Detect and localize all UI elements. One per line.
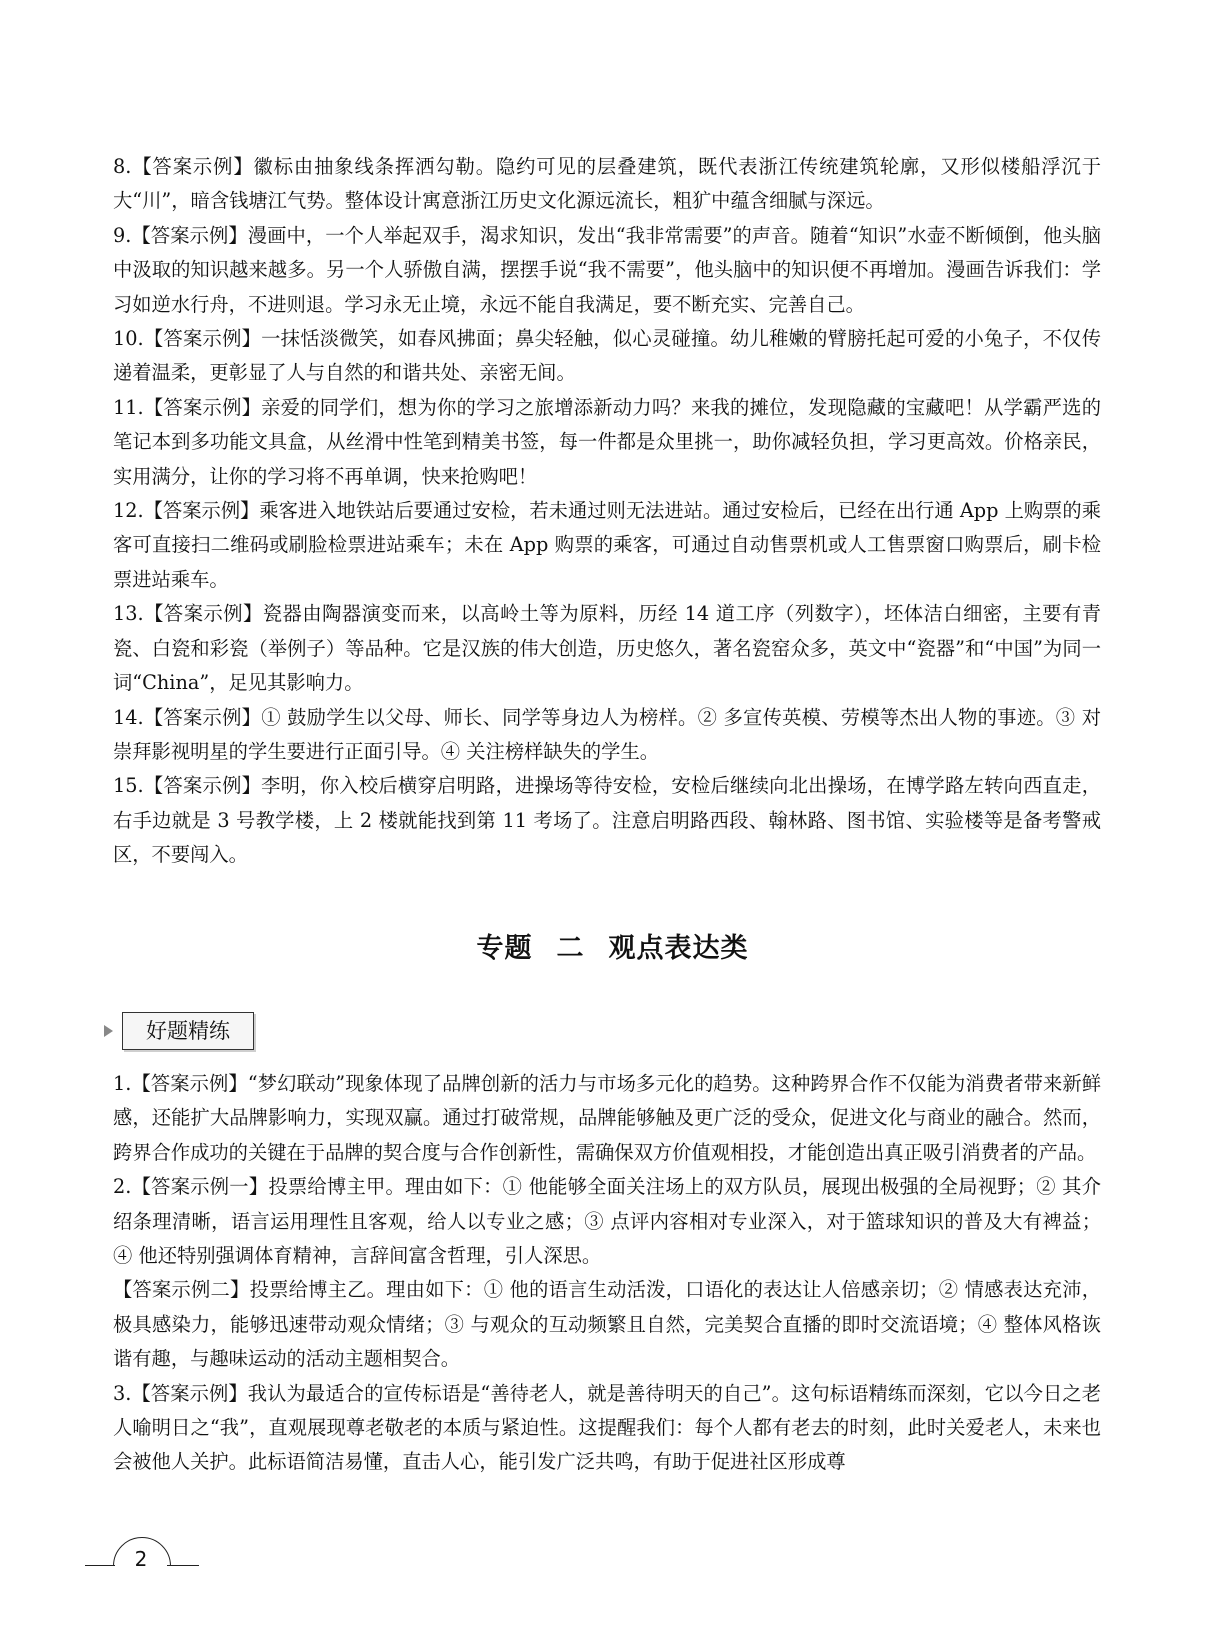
page-line-right (167, 1565, 199, 1566)
answer-paragraph-8: 8.【答案示例】徽标由抽象线条挥洒勾勒。隐约可见的层叠建筑，既代表浙江传统建筑轮廓，又形似楼船浮沉于大“川”，暗含钱塘江气势。整体设计寓意浙江历史文化源远流长，粗犷中蕴含细腻与深远。 (113, 155, 1101, 213)
answer-paragraph-10: 10.【答案示例】一抹恬淡微笑，如春风拂面；鼻尖轻触，似心灵碰撞。幼儿稚嫩的臂膀托起可爱的小兔子，不仅传递着温柔，更彰显了人与自然的和谐共处、亲密无间。 (113, 327, 1101, 385)
page-line-left (85, 1565, 115, 1566)
answer-paragraph-9: 9.【答案示例】漫画中，一个人举起双手，渴求知识，发出“我非常需要”的声音。随着“知识”水壶不断倾倒，他头脑中汲取的知识越来越多。另一个人骄傲自满，摆摆手说“我不需要”，他头脑中的知识便不再增加。漫画告诉我们：学习如逆水行舟，不进则退。学习永无止境，永远不能自我满足，要不断充实、完善自己。 (113, 223, 1101, 316)
answer-paragraph-2b: 【答案示例二】投票给博主乙。理由如下：① 他的语言生动活泼，口语化的表达让人倍感亲切；② 情感表达充沛，极具感染力，能够迅速带动观众情绪；③ 与观众的互动频繁且自然，完美契合直播的即时交流语境；④ 整体风格诙谐有趣，与趣味运动的活动主题相契合。 (113, 1278, 1101, 1371)
answer-paragraph-12: 12.【答案示例】乘客进入地铁站后要通过安检，若未通过则无法进站。通过安检后，已经在出行通 App 上购票的乘客可直接扫二维码或刷脸检票进站乘车；未在 App 购票的乘客，可通过自动售票机或人工售票窗口购票后，刷卡检票进站乘车。 (113, 499, 1101, 591)
practice-badge-label: 好题精练 (122, 1012, 254, 1050)
section-heading (0, 926, 1225, 965)
heading-part-topic: 专题 (476, 933, 533, 964)
answer-paragraph-2: 2.【答案示例一】投票给博主甲。理由如下：① 他能够全面关注场上的双方队员，展现出极强的全局视野；② 其介绍条理清晰，语言运用理性且客观，给人以专业之感；③ 点评内容相对专业深入，对于篮球知识的普及大有裨益；④ 他还特别强调体育精神，言辞间富含哲理，引人深思。 (113, 1175, 1101, 1268)
answer-paragraph-13: 13.【答案示例】瓷器由陶器演变而来，以高岭土等为原料，历经 14 道工序（列数字），坯体洁白细密，主要有青瓷、白瓷和彩瓷（举例子）等品种。它是汉族的伟大创造，历史悠久，著名瓷窑众多，英文中“瓷器”和“中国”为同一词“China”，足见其影响力。 (113, 602, 1101, 695)
answer-section-1 (113, 150, 1101, 873)
answer-paragraph-3: 3.【答案示例】我认为最适合的宣传标语是“善待老人，就是善待明天的自己”。这句标语精练而深刻，它以今日之老人喻明日之“我”，直观展现尊老敬老的本质与紧迫性。这提醒我们：每个人都有老去的时刻，此时关爱老人，未来也会被他人关护。此标语简洁易懂，直击人心，能引发广泛共鸣，有助于促进社区形成尊 (113, 1381, 1101, 1474)
answer-paragraph-1: 1.【答案示例】“梦幻联动”现象体现了品牌创新的活力与市场多元化的趋势。这种跨界合作不仅能为消费者带来新鲜感，还能扩大品牌影响力，实现双赢。通过打破常规，品牌能够触及更广泛的受众，促进文化与商业的融合。然而，跨界合作成功的关键在于品牌的契合度与合作创新性，需确保双方价值观相投，才能创造出真正吸引消费者的产品。 (113, 1072, 1101, 1164)
answer-section-2 (113, 1067, 1101, 1480)
answer-paragraph-11: 11.【答案示例】亲爱的同学们，想为你的学习之旅增添新动力吗？来我的摊位，发现隐藏的宝藏吧！从学霸严选的笔记本到多功能文具盒，从丝滑中性笔到精美书签，每一件都是众里挑一，助你减轻负担，学习更高效。价格亲民，实用满分，让你的学习将不再单调，快来抢购吧！ (113, 395, 1101, 488)
page-number-marker (85, 1535, 215, 1575)
heading-part-name: 观点表达类 (608, 933, 749, 964)
heading-part-number: 二 (556, 933, 585, 964)
answer-paragraph-14: 14.【答案示例】① 鼓励学生以父母、师长、同学等身边人为榜样。② 多宣传英模、劳模等杰出人物的事迹。③ 对崇拜影视明星的学生要进行正面引导。④ 关注榜样缺失的学生。 (113, 705, 1101, 763)
page-number: 2 (134, 1547, 148, 1571)
triangle-arrow-icon (104, 1025, 113, 1037)
answer-paragraph-15: 15.【答案示例】李明，你入校后横穿启明路，进操场等待安检，安检后继续向北出操场，在博学路左转向西直走，右手边就是 3 号教学楼，上 2 楼就能找到第 11 考场了。注意启明路西段、翰林路、图书馆、实验楼等是备考警戒区，不要闯入。 (113, 774, 1101, 867)
